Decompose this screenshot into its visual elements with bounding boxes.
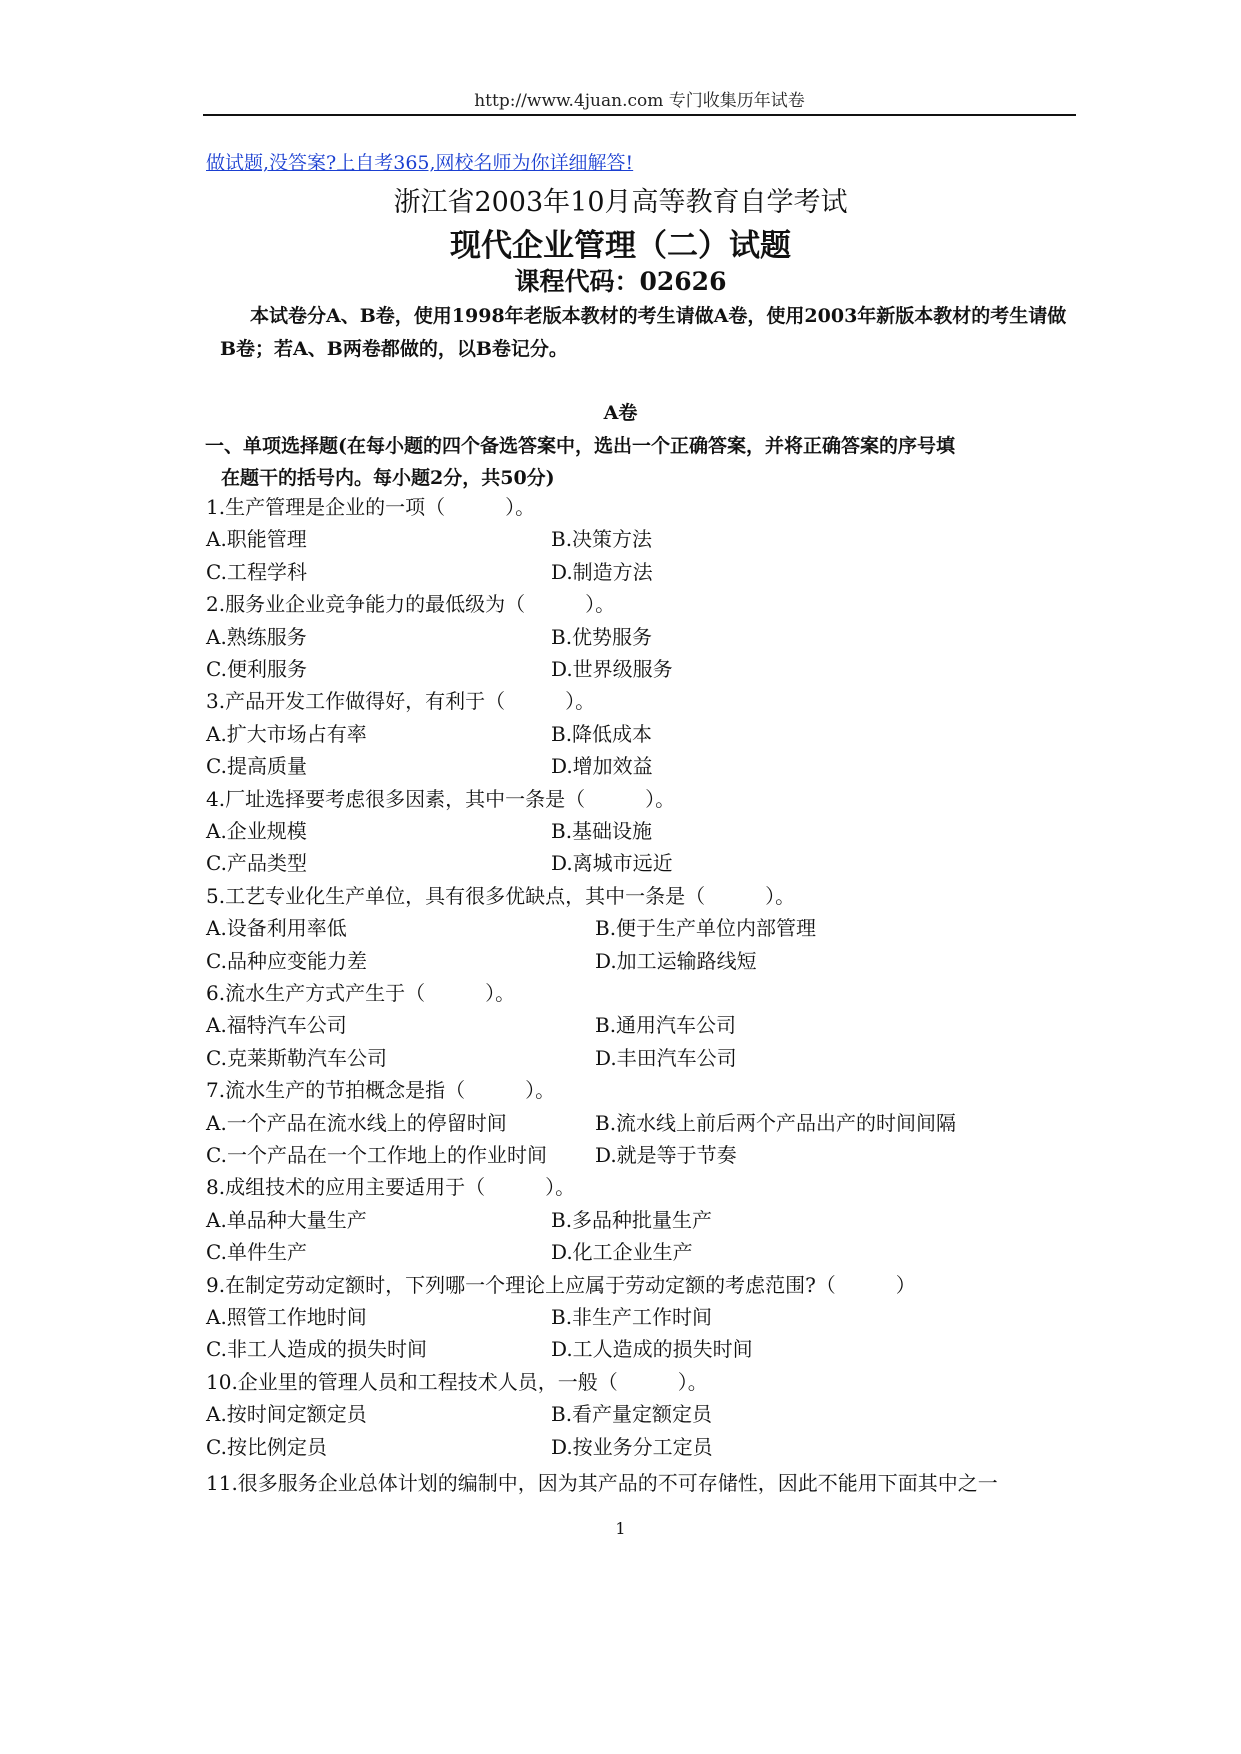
option-c: C.产品类型 — [206, 851, 307, 876]
option-b: B.流水线上前后两个产品出产的时间间隔 — [595, 1110, 957, 1135]
question-stem: 4.厂址选择要考虑很多因素，其中一条是（ ）。 — [206, 786, 676, 811]
option-a: A.职能管理 — [206, 527, 307, 552]
option-d: D.化工企业生产 — [551, 1240, 693, 1265]
option-d: D.丰田汽车公司 — [595, 1045, 737, 1070]
option-c: C.单件生产 — [206, 1240, 307, 1265]
option-a: A.福特汽车公司 — [206, 1013, 347, 1038]
question-stem: 5.工艺专业化生产单位，具有很多优缺点，其中一条是（ ）。 — [206, 883, 796, 908]
option-c: C.提高质量 — [206, 754, 307, 779]
question-stem: 2.服务业企业竞争能力的最低级为（ ）。 — [206, 592, 616, 617]
ad-link[interactable]: 做试题,没答案?上自考365,网校名师为你详细解答! — [206, 152, 634, 174]
option-a: A.按时间定额定员 — [206, 1402, 367, 1427]
question-stem: 1.生产管理是企业的一项（ ）。 — [206, 495, 536, 519]
option-b: B.基础设施 — [551, 819, 653, 843]
option-b: B.看产量定额定员 — [551, 1402, 713, 1427]
option-c: C.克莱斯勒汽车公司 — [206, 1045, 387, 1070]
option-a: A.单品种大量生产 — [206, 1207, 367, 1232]
option-d: D.就是等于节奏 — [595, 1143, 737, 1167]
option-c: C.按比例定员 — [206, 1434, 327, 1459]
option-b: B.便于生产单位内部管理 — [595, 916, 817, 941]
question-stem: 10.企业里的管理人员和工程技术人员，一般（ ）。 — [206, 1369, 708, 1394]
question-stem: 9.在制定劳动定额时，下列哪一个理论上应属于劳动定额的考虑范围?（ ） — [206, 1272, 916, 1297]
question-11-stem: 11.很多服务企业总体计划的编制中，因为其产品的不可存储性，因此不能用下面其中之一 — [206, 1471, 998, 1495]
option-c: C.便利服务 — [206, 657, 307, 681]
option-a: A.照管工作地时间 — [206, 1305, 367, 1329]
option-d: D.世界级服务 — [551, 657, 673, 681]
option-a: A.企业规模 — [206, 819, 307, 843]
option-b: B.多品种批量生产 — [551, 1207, 713, 1232]
exam-title: 现代企业管理（二）试题 — [450, 228, 791, 264]
option-b: B.决策方法 — [551, 527, 653, 552]
option-d: D.工人造成的损失时间 — [551, 1337, 753, 1362]
option-b: B.降低成本 — [551, 721, 653, 746]
page-number: 1 — [615, 1519, 626, 1538]
page-header: http://www.4juan.com 专门收集历年试卷 — [474, 91, 805, 111]
option-d: D.按业务分工定员 — [551, 1434, 713, 1459]
option-d: D.制造方法 — [551, 559, 653, 584]
option-d: D.增加效益 — [551, 754, 653, 779]
intro-paragraph: 本试卷分A、B卷，使用1998年老版本教材的考生请做A卷，使用2003年新版本教材的考生请做B卷；若A、B两卷都做的，以B卷记分。 — [220, 305, 1067, 360]
option-a: A.一个产品在流水线上的停留时间 — [206, 1110, 507, 1135]
option-c: C.品种应变能力差 — [206, 948, 367, 973]
question-stem: 3.产品开发工作做得好，有利于（ ）。 — [206, 689, 596, 714]
option-d: D.加工运输路线短 — [595, 948, 757, 973]
question-stem: 8.成组技术的应用主要适用于（ ）。 — [206, 1175, 576, 1200]
header-divider — [203, 114, 1076, 116]
option-c: C.一个产品在一个工作地上的作业时间 — [206, 1143, 547, 1167]
option-b: B.优势服务 — [551, 624, 653, 649]
option-c: C.非工人造成的损失时间 — [206, 1337, 427, 1362]
question-stem: 7.流水生产的节拍概念是指（ ）。 — [206, 1078, 556, 1103]
section-heading — [205, 430, 1075, 494]
option-a: A.扩大市场占有率 — [206, 721, 367, 746]
option-a: A.熟练服务 — [206, 624, 307, 649]
option-b: B.非生产工作时间 — [551, 1305, 713, 1329]
volume-heading: A卷 — [603, 402, 638, 424]
option-a: A.设备利用率低 — [206, 916, 347, 941]
course-code: 课程代码：02626 — [514, 267, 727, 296]
option-c: C.工程学科 — [206, 559, 307, 584]
option-d: D.离城市远近 — [551, 851, 673, 876]
question-stem: 6.流水生产方式产生于（ ）。 — [206, 981, 516, 1005]
section-heading-line2: 在题干的括号内。每小题2分，共50分) — [221, 467, 555, 489]
option-b: B.通用汽车公司 — [595, 1013, 737, 1038]
exam-name: 浙江省2003年10月高等教育自学考试 — [393, 187, 848, 218]
section-heading-line1: 一、单项选择题(在每小题的四个备选答案中，选出一个正确答案，并将正确答案的序号填 — [205, 435, 955, 457]
